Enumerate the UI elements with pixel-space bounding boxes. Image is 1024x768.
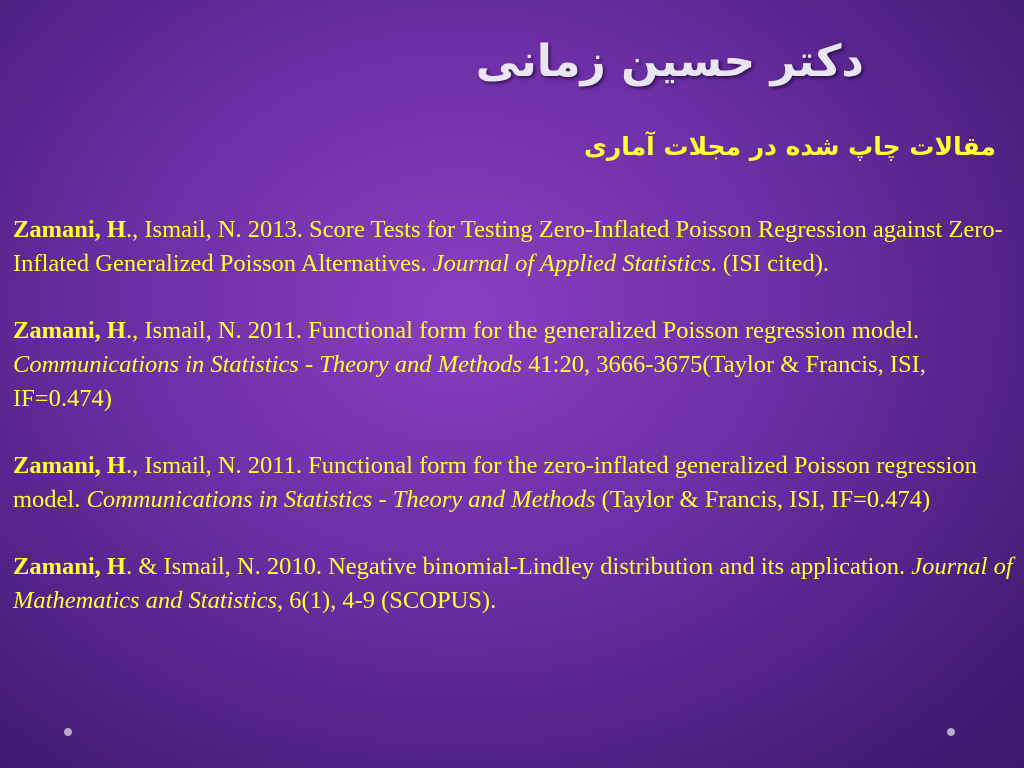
decorative-dot-left	[64, 728, 72, 736]
reference-item	[13, 449, 1013, 517]
reference-journal: Journal of Mathematics and Statistics	[13, 553, 1013, 614]
reference-author: Zamani, H	[13, 553, 126, 580]
reference-item	[13, 213, 1013, 281]
reference-tail: (Taylor & Francis, ISI, IF=0.474)	[595, 486, 931, 513]
reference-details: ., Ismail, N. 2013. Score Tests for Testing Zero-Inflated Poisson Regression against Zero-Inflated Generalized Poisson Alternatives.	[13, 216, 1003, 277]
reference-author: Zamani, H	[13, 317, 126, 344]
reference-journal: Journal of Applied Statistics	[432, 250, 711, 277]
reference-tail: , 6(1), 4-9 (SCOPUS).	[277, 587, 497, 614]
slide-title: دکتر حسین زمانی	[475, 36, 864, 87]
reference-details: ., Ismail, N. 2011. Functional form for the generalized Poisson regression model.	[126, 317, 920, 344]
reference-details: . & Ismail, N. 2010. Negative binomial-Lindley distribution and its application.	[126, 553, 912, 580]
reference-author: Zamani, H	[13, 452, 126, 479]
reference-tail: 41:20, 3666-3675(Taylor & Francis, ISI, IF=0.474)	[13, 351, 926, 412]
reference-author: Zamani, H	[13, 216, 126, 243]
reference-list	[13, 213, 1013, 651]
slide-subtitle: مقالات چاپ شده در مجلات آماری	[584, 132, 996, 161]
reference-journal: Communications in Statistics - Theory and Methods	[13, 351, 523, 378]
reference-item	[13, 314, 1013, 416]
reference-journal: Communications in Statistics - Theory and Methods	[86, 486, 596, 513]
reference-item	[13, 550, 1013, 618]
decorative-dot-right	[947, 728, 955, 736]
reference-tail: . (ISI cited).	[710, 250, 830, 277]
reference-details: ., Ismail, N. 2011. Functional form for the zero-inflated generalized Poisson regression model.	[13, 452, 977, 513]
